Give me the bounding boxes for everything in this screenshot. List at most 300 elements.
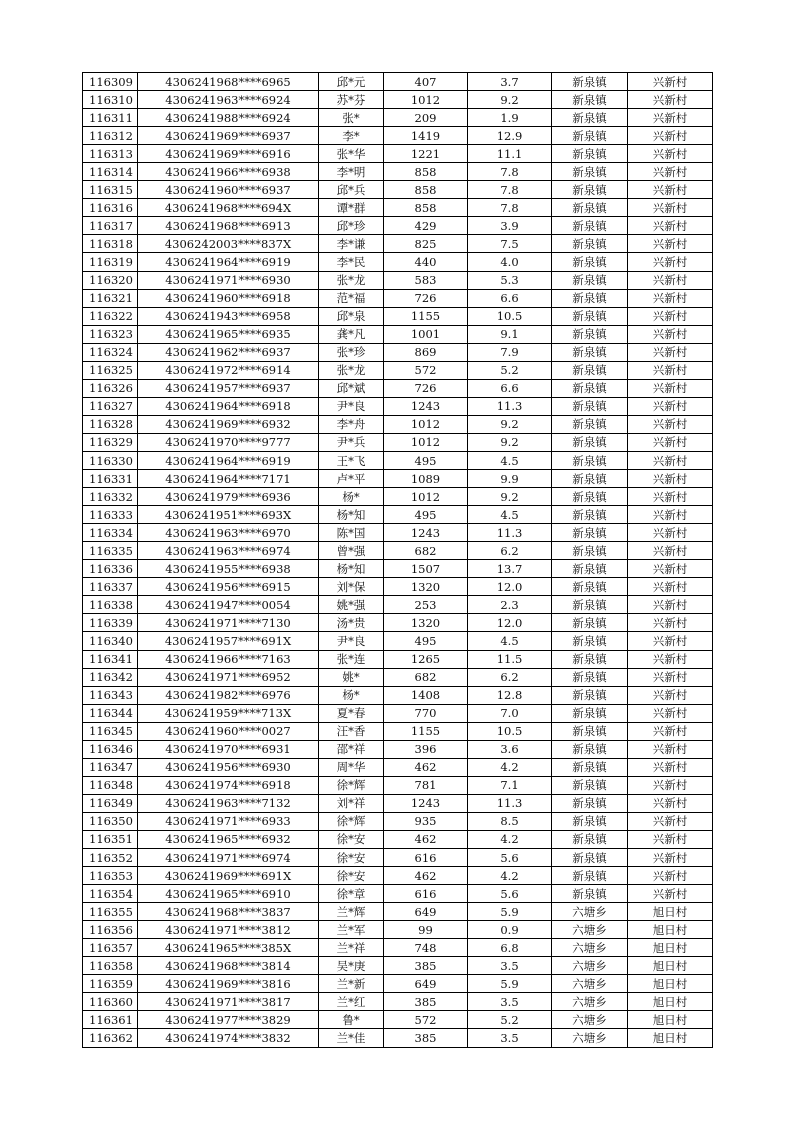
- serial-number-cell: 116332: [83, 488, 138, 506]
- village-cell: 兴新村: [628, 686, 713, 704]
- amount-cell: 495: [384, 632, 468, 650]
- township-cell: 新泉镇: [552, 830, 628, 848]
- amount-cell: 462: [384, 758, 468, 776]
- amount-cell: 869: [384, 343, 468, 361]
- name-cell: 邱*元: [319, 73, 384, 91]
- area-cell: 5.2: [468, 1011, 552, 1029]
- amount-cell: 781: [384, 776, 468, 794]
- table-row: [83, 361, 713, 379]
- serial-number-cell: 116327: [83, 397, 138, 415]
- serial-number-cell: 116325: [83, 361, 138, 379]
- village-cell: 兴新村: [628, 776, 713, 794]
- serial-number-cell: 116361: [83, 1011, 138, 1029]
- area-cell: 10.5: [468, 307, 552, 325]
- name-cell: 李*: [319, 127, 384, 145]
- id-number-cell: 4306241969****6916: [138, 145, 319, 163]
- village-cell: 兴新村: [628, 325, 713, 343]
- id-number-cell: 4306241964****7171: [138, 470, 319, 488]
- amount-cell: 385: [384, 993, 468, 1011]
- table-row: [83, 758, 713, 776]
- village-cell: 兴新村: [628, 867, 713, 885]
- amount-cell: 583: [384, 271, 468, 289]
- table-row: [83, 542, 713, 560]
- area-cell: 5.6: [468, 885, 552, 903]
- amount-cell: 1001: [384, 325, 468, 343]
- village-cell: 兴新村: [628, 307, 713, 325]
- township-cell: 新泉镇: [552, 704, 628, 722]
- area-cell: 10.5: [468, 722, 552, 740]
- serial-number-cell: 116341: [83, 650, 138, 668]
- name-cell: 苏*芬: [319, 91, 384, 109]
- village-cell: 兴新村: [628, 704, 713, 722]
- township-cell: 新泉镇: [552, 325, 628, 343]
- township-cell: 新泉镇: [552, 506, 628, 524]
- area-cell: 11.3: [468, 794, 552, 812]
- area-cell: 6.2: [468, 668, 552, 686]
- area-cell: 11.1: [468, 145, 552, 163]
- village-cell: 旭日村: [628, 939, 713, 957]
- id-number-cell: 4306241959****713X: [138, 704, 319, 722]
- village-cell: 兴新村: [628, 578, 713, 596]
- serial-number-cell: 116309: [83, 73, 138, 91]
- serial-number-cell: 116317: [83, 217, 138, 235]
- area-cell: 6.8: [468, 939, 552, 957]
- village-cell: 兴新村: [628, 127, 713, 145]
- id-number-cell: 4306241979****6936: [138, 488, 319, 506]
- serial-number-cell: 116337: [83, 578, 138, 596]
- amount-cell: 385: [384, 957, 468, 975]
- id-number-cell: 4306241956****6930: [138, 758, 319, 776]
- id-number-cell: 4306241947****0054: [138, 596, 319, 614]
- serial-number-cell: 116344: [83, 704, 138, 722]
- id-number-cell: 4306241965****6935: [138, 325, 319, 343]
- village-cell: 兴新村: [628, 145, 713, 163]
- village-cell: 兴新村: [628, 830, 713, 848]
- serial-number-cell: 116339: [83, 614, 138, 632]
- id-number-cell: 4306241943****6958: [138, 307, 319, 325]
- township-cell: 新泉镇: [552, 199, 628, 217]
- village-cell: 兴新村: [628, 361, 713, 379]
- area-cell: 12.9: [468, 127, 552, 145]
- id-number-cell: 4306241960****6918: [138, 289, 319, 307]
- area-cell: 9.1: [468, 325, 552, 343]
- name-cell: 兰*祥: [319, 939, 384, 957]
- id-number-cell: 4306241970****9777: [138, 433, 319, 451]
- amount-cell: 1012: [384, 488, 468, 506]
- township-cell: 新泉镇: [552, 524, 628, 542]
- area-cell: 9.9: [468, 470, 552, 488]
- township-cell: 新泉镇: [552, 578, 628, 596]
- area-cell: 1.9: [468, 109, 552, 127]
- name-cell: 邱*兵: [319, 181, 384, 199]
- village-cell: 旭日村: [628, 921, 713, 939]
- name-cell: 徐*辉: [319, 812, 384, 830]
- name-cell: 徐*章: [319, 885, 384, 903]
- area-cell: 5.6: [468, 849, 552, 867]
- township-cell: 六塘乡: [552, 957, 628, 975]
- amount-cell: 1243: [384, 794, 468, 812]
- name-cell: 杨*知: [319, 506, 384, 524]
- township-cell: 新泉镇: [552, 686, 628, 704]
- name-cell: 范*福: [319, 289, 384, 307]
- area-cell: 0.9: [468, 921, 552, 939]
- amount-cell: 649: [384, 903, 468, 921]
- id-number-cell: 4306241971****6933: [138, 812, 319, 830]
- village-cell: 兴新村: [628, 470, 713, 488]
- township-cell: 新泉镇: [552, 343, 628, 361]
- table-row: [83, 271, 713, 289]
- name-cell: 鲁*: [319, 1011, 384, 1029]
- serial-number-cell: 116349: [83, 794, 138, 812]
- table-row: [83, 650, 713, 668]
- serial-number-cell: 116351: [83, 830, 138, 848]
- table-row: [83, 578, 713, 596]
- id-number-cell: 4306241964****6919: [138, 451, 319, 469]
- id-number-cell: 4306241965****6910: [138, 885, 319, 903]
- name-cell: 姚*强: [319, 596, 384, 614]
- area-cell: 4.0: [468, 253, 552, 271]
- table-row: [83, 885, 713, 903]
- serial-number-cell: 116360: [83, 993, 138, 1011]
- amount-cell: 1155: [384, 722, 468, 740]
- township-cell: 新泉镇: [552, 271, 628, 289]
- township-cell: 新泉镇: [552, 109, 628, 127]
- table-row: [83, 776, 713, 794]
- table-row: [83, 632, 713, 650]
- amount-cell: 726: [384, 379, 468, 397]
- name-cell: 李*明: [319, 163, 384, 181]
- village-cell: 兴新村: [628, 181, 713, 199]
- township-cell: 新泉镇: [552, 776, 628, 794]
- village-cell: 兴新村: [628, 794, 713, 812]
- village-cell: 兴新村: [628, 253, 713, 271]
- township-cell: 新泉镇: [552, 722, 628, 740]
- village-cell: 兴新村: [628, 289, 713, 307]
- township-cell: 新泉镇: [552, 235, 628, 253]
- id-number-cell: 4306241977****3829: [138, 1011, 319, 1029]
- table-row: [83, 957, 713, 975]
- area-cell: 9.2: [468, 433, 552, 451]
- amount-cell: 1155: [384, 307, 468, 325]
- serial-number-cell: 116357: [83, 939, 138, 957]
- serial-number-cell: 116335: [83, 542, 138, 560]
- serial-number-cell: 116350: [83, 812, 138, 830]
- township-cell: 新泉镇: [552, 253, 628, 271]
- village-cell: 兴新村: [628, 506, 713, 524]
- serial-number-cell: 116324: [83, 343, 138, 361]
- table-row: [83, 830, 713, 848]
- name-cell: 陈*国: [319, 524, 384, 542]
- id-number-cell: 4306241956****6915: [138, 578, 319, 596]
- village-cell: 兴新村: [628, 885, 713, 903]
- village-cell: 旭日村: [628, 903, 713, 921]
- table-row: [83, 307, 713, 325]
- area-cell: 8.5: [468, 812, 552, 830]
- serial-number-cell: 116358: [83, 957, 138, 975]
- name-cell: 吴*庚: [319, 957, 384, 975]
- name-cell: 王*飞: [319, 451, 384, 469]
- village-cell: 兴新村: [628, 163, 713, 181]
- village-cell: 旭日村: [628, 975, 713, 993]
- township-cell: 六塘乡: [552, 903, 628, 921]
- name-cell: 张*华: [319, 145, 384, 163]
- amount-cell: 1012: [384, 433, 468, 451]
- township-cell: 新泉镇: [552, 614, 628, 632]
- name-cell: 李*民: [319, 253, 384, 271]
- name-cell: 兰*军: [319, 921, 384, 939]
- table-row: [83, 524, 713, 542]
- township-cell: 新泉镇: [552, 668, 628, 686]
- name-cell: 徐*辉: [319, 776, 384, 794]
- id-number-cell: 4306241971****6952: [138, 668, 319, 686]
- amount-cell: 396: [384, 740, 468, 758]
- table-row: [83, 397, 713, 415]
- table-row: [83, 289, 713, 307]
- area-cell: 7.1: [468, 776, 552, 794]
- township-cell: 六塘乡: [552, 1029, 628, 1047]
- table-row: [83, 506, 713, 524]
- serial-number-cell: 116310: [83, 91, 138, 109]
- amount-cell: 385: [384, 1029, 468, 1047]
- area-cell: 4.5: [468, 506, 552, 524]
- name-cell: 邱*泉: [319, 307, 384, 325]
- id-number-cell: 4306241968****6965: [138, 73, 319, 91]
- serial-number-cell: 116347: [83, 758, 138, 776]
- serial-number-cell: 116315: [83, 181, 138, 199]
- id-number-cell: 4306241969****6937: [138, 127, 319, 145]
- area-cell: 11.5: [468, 650, 552, 668]
- amount-cell: 682: [384, 668, 468, 686]
- id-number-cell: 4306241968****3837: [138, 903, 319, 921]
- village-cell: 兴新村: [628, 73, 713, 91]
- id-number-cell: 4306241960****6937: [138, 181, 319, 199]
- amount-cell: 495: [384, 451, 468, 469]
- serial-number-cell: 116338: [83, 596, 138, 614]
- amount-cell: 253: [384, 596, 468, 614]
- table-row: [83, 217, 713, 235]
- village-cell: 兴新村: [628, 596, 713, 614]
- amount-cell: 1243: [384, 524, 468, 542]
- amount-cell: 1012: [384, 91, 468, 109]
- table-row: [83, 1011, 713, 1029]
- amount-cell: 825: [384, 235, 468, 253]
- name-cell: 兰*新: [319, 975, 384, 993]
- township-cell: 六塘乡: [552, 921, 628, 939]
- amount-cell: 462: [384, 830, 468, 848]
- id-number-cell: 4306241982****6976: [138, 686, 319, 704]
- township-cell: 新泉镇: [552, 849, 628, 867]
- name-cell: 张*: [319, 109, 384, 127]
- amount-cell: 1320: [384, 614, 468, 632]
- serial-number-cell: 116342: [83, 668, 138, 686]
- amount-cell: 462: [384, 867, 468, 885]
- name-cell: 杨*: [319, 488, 384, 506]
- village-cell: 兴新村: [628, 650, 713, 668]
- id-number-cell: 4306241963****6970: [138, 524, 319, 542]
- township-cell: 六塘乡: [552, 993, 628, 1011]
- amount-cell: 770: [384, 704, 468, 722]
- township-cell: 六塘乡: [552, 975, 628, 993]
- table-row: [83, 614, 713, 632]
- name-cell: 刘*祥: [319, 794, 384, 812]
- name-cell: 徐*安: [319, 867, 384, 885]
- township-cell: 新泉镇: [552, 379, 628, 397]
- area-cell: 4.2: [468, 867, 552, 885]
- area-cell: 3.5: [468, 1029, 552, 1047]
- amount-cell: 407: [384, 73, 468, 91]
- township-cell: 新泉镇: [552, 470, 628, 488]
- id-number-cell: 4306241969****6932: [138, 415, 319, 433]
- township-cell: 新泉镇: [552, 488, 628, 506]
- table-row: [83, 921, 713, 939]
- id-number-cell: 4306241963****6924: [138, 91, 319, 109]
- amount-cell: 572: [384, 361, 468, 379]
- id-number-cell: 4306241971****7130: [138, 614, 319, 632]
- table-row: [83, 560, 713, 578]
- area-cell: 3.7: [468, 73, 552, 91]
- village-cell: 兴新村: [628, 343, 713, 361]
- id-number-cell: 4306241955****6938: [138, 560, 319, 578]
- table-row: [83, 794, 713, 812]
- name-cell: 谭*群: [319, 199, 384, 217]
- township-cell: 新泉镇: [552, 794, 628, 812]
- id-number-cell: 4306241957****6937: [138, 379, 319, 397]
- area-cell: 4.2: [468, 758, 552, 776]
- village-cell: 兴新村: [628, 235, 713, 253]
- area-cell: 12.0: [468, 614, 552, 632]
- name-cell: 徐*安: [319, 849, 384, 867]
- table-row: [83, 343, 713, 361]
- table-row: [83, 1029, 713, 1047]
- area-cell: 7.5: [468, 235, 552, 253]
- serial-number-cell: 116329: [83, 433, 138, 451]
- township-cell: 六塘乡: [552, 1011, 628, 1029]
- township-cell: 新泉镇: [552, 758, 628, 776]
- amount-cell: 440: [384, 253, 468, 271]
- name-cell: 张*连: [319, 650, 384, 668]
- name-cell: 李*舟: [319, 415, 384, 433]
- area-cell: 3.6: [468, 740, 552, 758]
- name-cell: 兰*辉: [319, 903, 384, 921]
- id-number-cell: 4306241965****6932: [138, 830, 319, 848]
- serial-number-cell: 116328: [83, 415, 138, 433]
- amount-cell: 1419: [384, 127, 468, 145]
- id-number-cell: 4306241968****694X: [138, 199, 319, 217]
- serial-number-cell: 116319: [83, 253, 138, 271]
- township-cell: 新泉镇: [552, 596, 628, 614]
- amount-cell: 1221: [384, 145, 468, 163]
- area-cell: 3.5: [468, 993, 552, 1011]
- area-cell: 7.8: [468, 163, 552, 181]
- id-number-cell: 4306241964****6919: [138, 253, 319, 271]
- amount-cell: 429: [384, 217, 468, 235]
- name-cell: 李*谦: [319, 235, 384, 253]
- township-cell: 新泉镇: [552, 397, 628, 415]
- serial-number-cell: 116314: [83, 163, 138, 181]
- village-cell: 兴新村: [628, 271, 713, 289]
- area-cell: 5.2: [468, 361, 552, 379]
- table-row: [83, 867, 713, 885]
- table-row: [83, 109, 713, 127]
- id-number-cell: 4306241974****6918: [138, 776, 319, 794]
- id-number-cell: 4306242003****837X: [138, 235, 319, 253]
- area-cell: 5.9: [468, 903, 552, 921]
- village-cell: 兴新村: [628, 217, 713, 235]
- serial-number-cell: 116322: [83, 307, 138, 325]
- serial-number-cell: 116321: [83, 289, 138, 307]
- village-cell: 兴新村: [628, 722, 713, 740]
- village-cell: 兴新村: [628, 199, 713, 217]
- id-number-cell: 4306241971****6974: [138, 849, 319, 867]
- serial-number-cell: 116346: [83, 740, 138, 758]
- area-cell: 5.9: [468, 975, 552, 993]
- township-cell: 新泉镇: [552, 91, 628, 109]
- table-row: [83, 91, 713, 109]
- area-cell: 6.6: [468, 379, 552, 397]
- amount-cell: 1320: [384, 578, 468, 596]
- area-cell: 7.8: [468, 181, 552, 199]
- id-number-cell: 4306241969****691X: [138, 867, 319, 885]
- area-cell: 11.3: [468, 397, 552, 415]
- serial-number-cell: 116348: [83, 776, 138, 794]
- name-cell: 周*华: [319, 758, 384, 776]
- area-cell: 13.7: [468, 560, 552, 578]
- village-cell: 兴新村: [628, 488, 713, 506]
- table-row: [83, 812, 713, 830]
- name-cell: 卢*平: [319, 470, 384, 488]
- serial-number-cell: 116331: [83, 470, 138, 488]
- amount-cell: 935: [384, 812, 468, 830]
- id-number-cell: 4306241969****3816: [138, 975, 319, 993]
- amount-cell: 1012: [384, 415, 468, 433]
- serial-number-cell: 116362: [83, 1029, 138, 1047]
- village-cell: 兴新村: [628, 632, 713, 650]
- id-number-cell: 4306241963****7132: [138, 794, 319, 812]
- table-row: [83, 722, 713, 740]
- village-cell: 兴新村: [628, 379, 713, 397]
- id-number-cell: 4306241968****6913: [138, 217, 319, 235]
- township-cell: 新泉镇: [552, 740, 628, 758]
- name-cell: 兰*红: [319, 993, 384, 1011]
- area-cell: 7.0: [468, 704, 552, 722]
- village-cell: 兴新村: [628, 812, 713, 830]
- serial-number-cell: 116313: [83, 145, 138, 163]
- village-cell: 兴新村: [628, 397, 713, 415]
- amount-cell: 858: [384, 199, 468, 217]
- serial-number-cell: 116316: [83, 199, 138, 217]
- serial-number-cell: 116345: [83, 722, 138, 740]
- village-cell: 旭日村: [628, 1011, 713, 1029]
- area-cell: 11.3: [468, 524, 552, 542]
- area-cell: 7.8: [468, 199, 552, 217]
- name-cell: 邱*斌: [319, 379, 384, 397]
- id-number-cell: 4306241965****385X: [138, 939, 319, 957]
- township-cell: 新泉镇: [552, 433, 628, 451]
- serial-number-cell: 116336: [83, 560, 138, 578]
- township-cell: 新泉镇: [552, 415, 628, 433]
- table-row: [83, 686, 713, 704]
- village-cell: 兴新村: [628, 849, 713, 867]
- name-cell: 徐*安: [319, 830, 384, 848]
- amount-cell: 572: [384, 1011, 468, 1029]
- table-row: [83, 433, 713, 451]
- village-cell: 兴新村: [628, 524, 713, 542]
- township-cell: 新泉镇: [552, 163, 628, 181]
- table-row: [83, 849, 713, 867]
- village-cell: 兴新村: [628, 91, 713, 109]
- village-cell: 旭日村: [628, 993, 713, 1011]
- id-number-cell: 4306241962****6937: [138, 343, 319, 361]
